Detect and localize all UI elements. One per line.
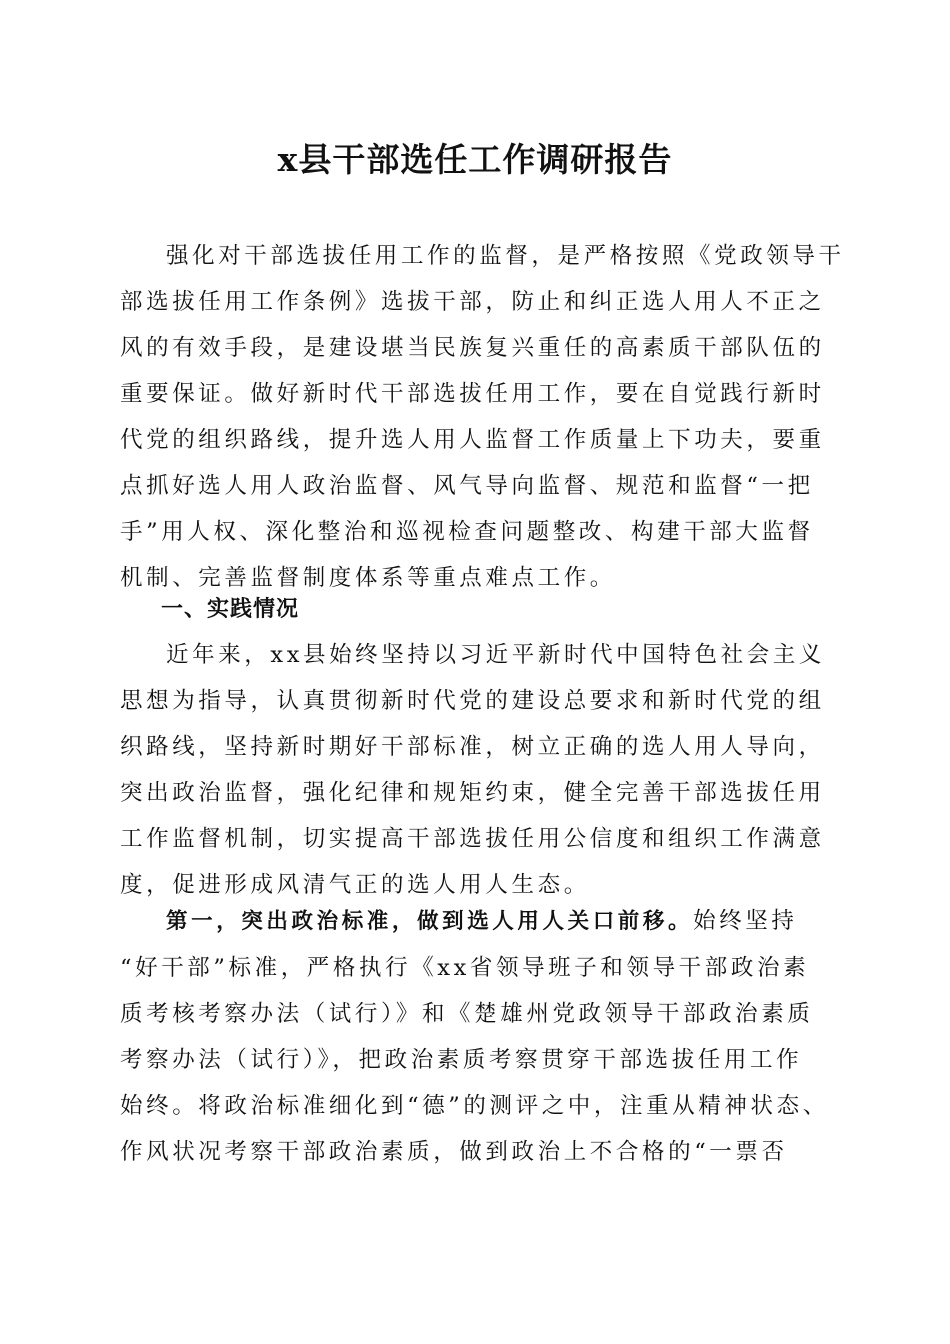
intro-line: 强化对干部选拔任用工作的监督，是严格按照《党政领导干 xyxy=(166,243,845,269)
point-one-lead: 第一，突出政治标准，做到选人用人关口前移。 xyxy=(166,909,694,934)
point-one-paragraph xyxy=(120,898,832,1175)
point-one-line: 考察办法（试行）》，把政治素质考察贯穿干部选拔任用工作 xyxy=(120,1047,803,1073)
practice-paragraph xyxy=(120,632,832,908)
practice-line: 思想为指导，认真贯彻新时代党的建设总要求和新时代党的组 xyxy=(120,688,825,714)
intro-line: 手”用人权、深化整治和巡视检查问题整改、构建干部大监督 xyxy=(120,519,814,545)
practice-line: 工作监督机制，切实提高干部选拔任用公信度和组织工作满意 xyxy=(120,826,825,852)
practice-line: 度，促进形成风清气正的选人用人生态。 xyxy=(120,872,590,898)
point-one-first-line xyxy=(120,898,832,945)
intro-paragraph xyxy=(120,233,845,601)
point-one-line: “好干部”标准，严格执行《xx省领导班子和领导干部政治素 xyxy=(120,955,810,981)
practice-line: 突出政治监督，强化纪律和规矩约束，健全完善干部选拔任用 xyxy=(120,780,825,806)
point-one-first-rest: 始终坚持 xyxy=(693,908,798,934)
intro-line: 重要保证。做好新时代干部选拔任用工作，要在自觉践行新时 xyxy=(120,381,825,407)
point-one-line: 始终。将政治标准细化到“德”的测评之中，注重从精神状态、 xyxy=(120,1093,829,1119)
section-heading: 一、实践情况 xyxy=(161,597,300,622)
point-one-line: 质考核考察办法（试行）》和《楚雄州党政领导干部政治素质 xyxy=(120,1001,814,1027)
document-title: x县干部选任工作调研报告 xyxy=(277,140,673,179)
intro-line: 机制、完善监督制度体系等重点难点工作。 xyxy=(120,565,616,591)
intro-line: 部选拔任用工作条例》选拔干部，防止和纠正选人用人不正之 xyxy=(120,289,825,315)
intro-line: 风的有效手段，是建设堪当民族复兴重任的高素质干部队伍的 xyxy=(120,335,825,361)
practice-line: 织路线，坚持新时期好干部标准，树立正确的选人用人导向， xyxy=(120,734,825,760)
point-one-line: 作风状况考察干部政治素质，做到政治上不合格的“一票否 xyxy=(120,1139,788,1165)
practice-line: 近年来，xx县始终坚持以习近平新时代中国特色社会主义 xyxy=(166,642,825,668)
intro-line: 点抓好选人用人政治监督、风气导向监督、规范和监督“一把 xyxy=(120,473,814,499)
intro-line: 代党的组织路线，提升选人用人监督工作质量上下功夫，要重 xyxy=(120,427,825,453)
